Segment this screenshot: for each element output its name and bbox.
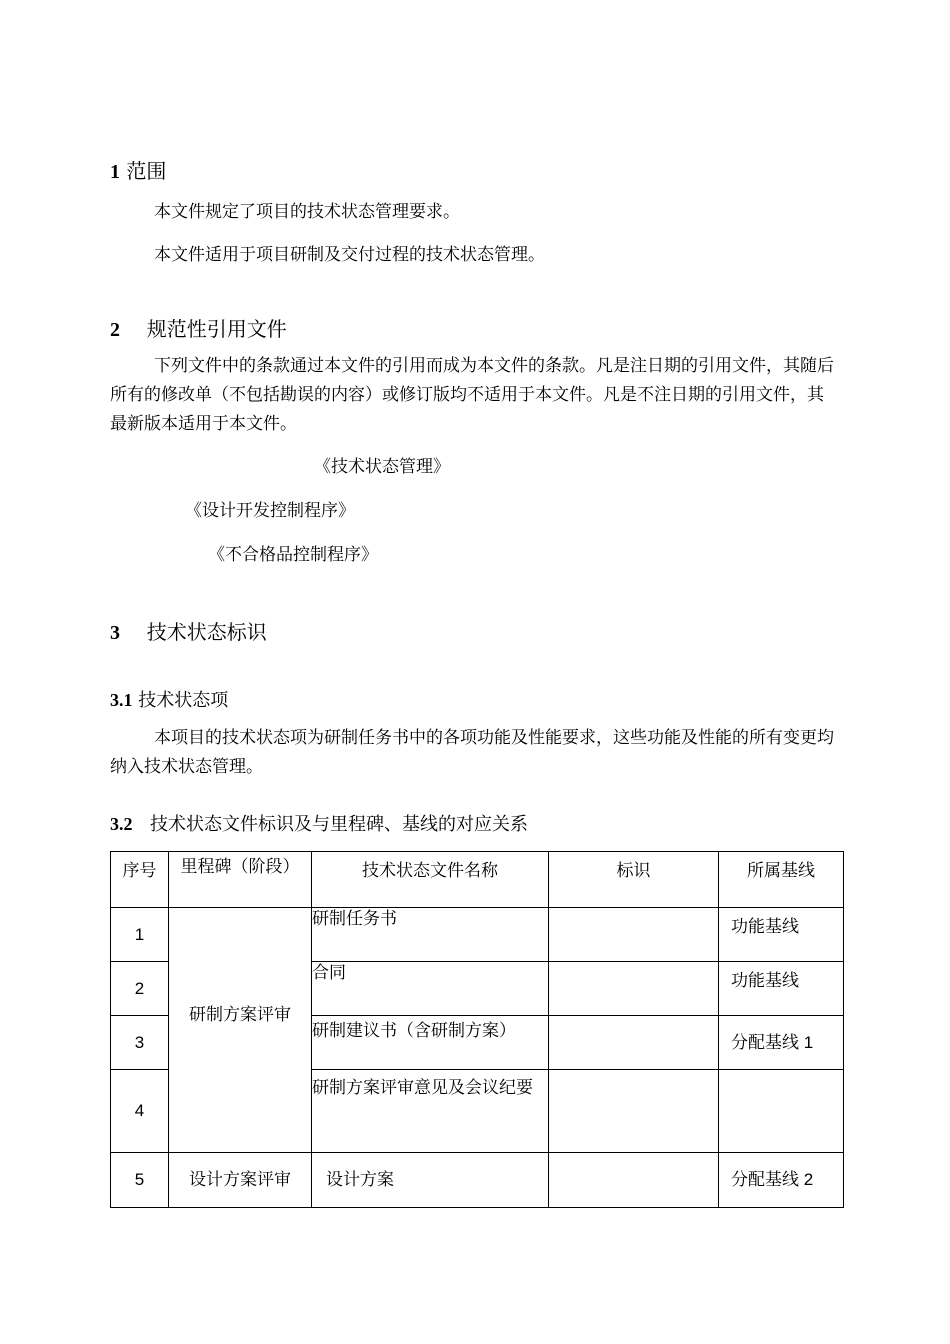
mark-cell	[549, 1070, 719, 1153]
header-cell: 所属基线	[719, 852, 844, 908]
doc-name-cell: 研制方案评审意见及会议纪要	[312, 1070, 549, 1153]
baseline-cell: 功能基线	[719, 962, 844, 1016]
section-3-1-heading	[110, 686, 228, 712]
section-1-number: 1	[110, 161, 120, 183]
row-number-cell: 4	[111, 1070, 169, 1153]
table-row	[111, 908, 844, 962]
doc-name-cell: 研制任务书	[312, 908, 549, 962]
section-3-heading	[110, 616, 267, 645]
section-3-2-heading	[110, 810, 528, 836]
section-1-title: 范围	[126, 159, 167, 183]
section-3-1-paragraph: 本项目的技术状态项为研制任务书中的各项功能及性能要求，这些功能及性能的所有变更均纳入技术状态管理。	[110, 728, 834, 777]
section-2-number: 2	[110, 319, 120, 341]
header-cell: 标识	[549, 852, 719, 908]
header-cell: 里程碑（阶段）	[169, 852, 312, 908]
row-number-cell: 3	[111, 1016, 169, 1070]
section-1-paragraph-1: 本文件规定了项目的技术状态管理要求。	[154, 202, 460, 222]
baseline-cell: 分配基线 2	[719, 1153, 844, 1208]
section-2-title: 规范性引用文件	[146, 317, 287, 341]
table-header-row	[111, 852, 844, 908]
section-2-heading	[110, 313, 287, 342]
baseline-cell: 功能基线	[719, 908, 844, 962]
section-3-title: 技术状态标识	[146, 620, 267, 644]
baseline-cell	[719, 1070, 844, 1153]
section-3-1-title: 技术状态项	[138, 690, 229, 711]
section-3-2-title: 技术状态文件标识及与里程碑、基线的对应关系	[149, 814, 528, 835]
header-cell: 技术状态文件名称	[312, 852, 549, 908]
section-3-1-number: 3.1	[110, 690, 133, 710]
table-row	[111, 1153, 844, 1208]
doc-name-cell: 研制建议书（含研制方案）	[312, 1016, 549, 1070]
mark-cell	[549, 962, 719, 1016]
baseline-cell: 分配基线 1	[719, 1016, 844, 1070]
doc-name-cell: 合同	[312, 962, 549, 1016]
section-3-2-number: 3.2	[110, 814, 133, 834]
reference-item: 《技术状态管理》	[314, 457, 450, 477]
row-number-cell: 1	[111, 908, 169, 962]
section-3-number: 3	[110, 622, 120, 644]
mark-cell	[549, 908, 719, 962]
config-table	[110, 851, 844, 1208]
mark-cell	[549, 1016, 719, 1070]
section-1-paragraph-2: 本文件适用于项目研制及交付过程的技术状态管理。	[154, 245, 545, 265]
reference-item: 《不合格品控制程序》	[208, 545, 378, 565]
section-1-heading	[110, 155, 166, 184]
row-number-cell: 2	[111, 962, 169, 1016]
section-2-paragraph: 下列文件中的条款通过本文件的引用而成为本文件的条款。凡是注日期的引用文件，其随后所有的修改单（不包括勘误的内容）或修订版均不适用于本文件。凡是不注日期的引用文件，其最新版本适用于本文件。	[110, 356, 834, 434]
mark-cell	[549, 1153, 719, 1208]
milestone-cell: 设计方案评审	[169, 1153, 312, 1208]
row-number-cell: 5	[111, 1153, 169, 1208]
doc-name-cell: 设计方案	[312, 1153, 549, 1208]
milestone-cell: 研制方案评审	[169, 908, 312, 1153]
reference-item: 《设计开发控制程序》	[185, 501, 355, 521]
header-cell: 序号	[111, 852, 169, 908]
